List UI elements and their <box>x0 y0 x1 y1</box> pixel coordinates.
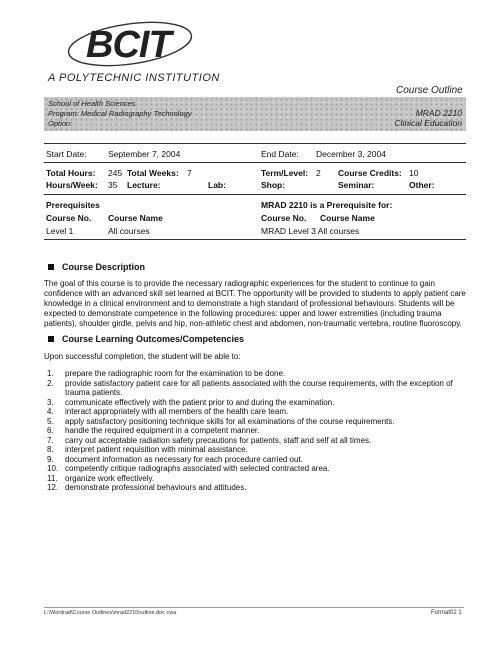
outcome-number: 11. <box>47 473 58 483</box>
lecture-label: Lecture: <box>127 180 161 190</box>
start-date-value: September 7, 2004 <box>108 149 181 159</box>
outcome-number: 6. <box>47 426 54 435</box>
divider <box>44 143 466 144</box>
outcome-number: 10. <box>47 464 59 473</box>
outcome-number: 1. <box>47 369 54 378</box>
outcome-item <box>47 417 467 427</box>
credits-label: Course Credits: <box>338 168 402 178</box>
course-code: MRAD 2210 <box>415 108 462 118</box>
footer-page: Format02 1 <box>431 610 462 616</box>
logo-text: BCIT <box>86 24 171 66</box>
outcome-text: interpret patient requisition with minimal assistance. <box>65 445 248 454</box>
outcome-number: 5. <box>47 416 54 426</box>
outcome-number: 8. <box>47 445 54 454</box>
outcome-item <box>47 369 467 379</box>
outcome-text: apply satisfactory positioning technique skills for all examinations of the course requirements. <box>65 416 395 426</box>
divider <box>44 162 466 163</box>
prereq-for-row: MRAD Level 3 All courses <box>261 226 360 236</box>
outcome-number: 9. <box>47 454 54 464</box>
total-weeks-label: Total Weeks: <box>127 168 179 178</box>
outcomes-list <box>47 369 467 493</box>
lab-label: Lab: <box>208 180 226 190</box>
prereq-for-col-no: Course No. <box>261 213 307 223</box>
outcome-text: interact appropriately with all members of the health care team. <box>65 407 289 416</box>
outcome-item <box>47 398 467 408</box>
term-value: 2 <box>316 168 321 178</box>
header-band <box>44 97 466 131</box>
outcome-number: 7. <box>47 435 54 445</box>
course-description-heading <box>48 262 145 272</box>
total-weeks-value: 7 <box>187 168 192 178</box>
square-bullet-icon <box>48 336 54 342</box>
bcit-logo <box>60 14 210 74</box>
prereq-col-no: Course No. <box>46 213 92 223</box>
outcome-text: communicate effectively with the patient prior to and during the examination. <box>65 397 335 407</box>
outcome-number: 4. <box>47 407 54 416</box>
outcome-text: demonstrate professional behaviours and attitudes. <box>65 483 247 492</box>
outcome-item <box>47 426 467 436</box>
prereq-for-col-name: Course Name <box>320 213 375 223</box>
divider <box>44 194 466 195</box>
outcome-item <box>47 379 467 398</box>
outcomes-intro: Upon successful completion, the student will be able to: <box>44 352 241 361</box>
option-label: Option: <box>48 119 73 128</box>
outcomes-heading <box>48 334 244 344</box>
prereq-col-name: Course Name <box>108 213 163 223</box>
outcome-text: competently critique radiographs associated with selected contracted area. <box>65 464 330 473</box>
prereq-title: Prerequisites <box>46 200 100 210</box>
hours-week-label: Hours/Week: <box>46 180 98 190</box>
total-hours-label: Total Hours: <box>46 168 96 178</box>
other-label: Other: <box>409 180 435 190</box>
section-heading-text: Course Description <box>62 262 146 272</box>
outcome-text: handle the required equipment in a competent manner. <box>65 426 260 435</box>
outcome-number: 2. <box>47 378 54 388</box>
outcome-text: prepare the radiographic room for the examination to be done. <box>65 369 286 378</box>
tagline: A POLYTECHNIC INSTITUTION <box>48 72 220 84</box>
outcome-item <box>47 455 467 465</box>
outcome-item <box>47 474 467 484</box>
term-label: Term/Level: <box>261 168 309 178</box>
outcome-item <box>47 483 467 493</box>
outcome-number: 3. <box>47 397 54 407</box>
outcome-text: carry out acceptable radiation safety precautions for patients, staff and self at all times. <box>65 435 372 445</box>
total-hours-value: 245 <box>108 168 123 178</box>
outcome-text: organize work effectively. <box>65 473 155 483</box>
outcome-text: document information as necessary for each procedure carried out. <box>65 454 303 464</box>
course-description-text: The goal of this course is to provide the necessary radiographic experiences for the student to continue to gain confidence with an advanced skill set learned at BCIT. The opportunity will be provided to students to apply patient care knowledge in a clinical environment and to demonstrate a high standard of professional behaviours. Students will be expected to demonstrate competence in the following procedures: upper and lower extremities (including trauma patients), shoulder girdle, pelvis and hip, non-athletic chest and abdomen, non-traumatic vertebra, routine fluoroscopy. <box>44 279 466 328</box>
course-outline-label: Course Outline <box>396 85 463 96</box>
end-date-label: End Date: <box>261 149 299 159</box>
divider <box>44 239 466 240</box>
outcome-item <box>47 464 467 474</box>
course-title: Clinical Education <box>394 118 462 128</box>
outcome-item <box>47 445 467 455</box>
outcome-item <box>47 436 467 446</box>
end-date-value: December 3, 2004 <box>316 149 386 159</box>
prereq-row-no: Level 1 <box>46 226 74 236</box>
shop-label: Shop: <box>261 180 286 190</box>
program-name: Program: Medical Radiography Technology <box>48 109 192 118</box>
seminar-label: Seminar: <box>338 180 375 190</box>
prereq-for-title: MRAD 2210 is a Prerequisite for: <box>261 200 393 210</box>
outcome-item <box>47 407 467 417</box>
credits-value: 10 <box>409 168 419 178</box>
hours-week-value: 35 <box>108 180 118 190</box>
school-name: School of Health Sciences <box>48 99 136 108</box>
footer-divider <box>44 607 464 608</box>
outcome-number: 12. <box>47 483 59 492</box>
prereq-row-name: All courses <box>108 226 150 236</box>
section-heading-text: Course Learning Outcomes/Competencies <box>62 334 245 344</box>
start-date-label: Start Date: <box>46 149 87 159</box>
footer-path: L:\Wordrad\Course Outlines\mrad2210outline.doc cwa <box>44 610 177 616</box>
square-bullet-icon <box>48 264 54 270</box>
outcome-text: provide satisfactory patient care for all patients associated with the course requirements, with the exception of trauma patients. <box>65 378 453 397</box>
